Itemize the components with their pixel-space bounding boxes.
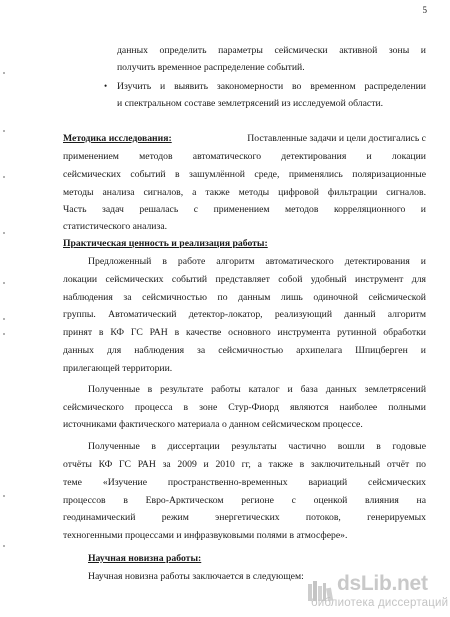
margin-mark bbox=[3, 176, 5, 178]
text-line: источниками фактического материала о данном сейсмическом процессе. bbox=[63, 419, 363, 430]
section-first-line bbox=[63, 133, 426, 145]
text-line: сейсмического процесса в зоне Стур-Фиорд являются наиболее полными bbox=[63, 402, 426, 413]
text-line: Научная новизна работы заключается в следующем: bbox=[88, 571, 304, 582]
margin-mark bbox=[3, 72, 5, 74]
section-heading-practical: Практическая ценность и реализация работы: bbox=[63, 238, 268, 249]
text-line: Поставленные задачи и цели достигались с bbox=[247, 133, 426, 144]
bullet-icon: • bbox=[104, 81, 108, 91]
margin-mark bbox=[3, 495, 5, 497]
text-line: геодинамический режим энергетических потоков, генерируемых bbox=[63, 512, 426, 523]
text-line: Предложенный в работе алгоритм автоматического детектирования и bbox=[88, 256, 426, 267]
watermark-logo: dsLib.net bbox=[337, 572, 428, 595]
text-line: применением методов автоматического детектирования и локации bbox=[63, 151, 426, 162]
section-heading-methods: Методика исследования: bbox=[63, 133, 172, 144]
margin-mark bbox=[3, 333, 5, 335]
margin-mark bbox=[3, 130, 5, 132]
margin-mark bbox=[3, 318, 5, 320]
margin-mark bbox=[3, 545, 5, 547]
text-line: Полученные в диссертации результаты частично вошли в годовые bbox=[88, 441, 426, 452]
watermark-subtitle: библиотека диссертаций bbox=[311, 597, 449, 609]
text-line: процессов в Евро-Арктическом регионе с оценкой влияния на bbox=[63, 495, 426, 506]
text-line: данных определить параметры сейсмически активной зоны и bbox=[117, 45, 426, 56]
watermark bbox=[305, 572, 450, 617]
text-line: техногенными процессами и инфразвуковыми полями в атмосфере». bbox=[63, 530, 348, 541]
text-line: Изучить и выявить закономерности во временном распределении bbox=[117, 81, 426, 92]
text-line: локации сейсмических событий представляет собой удобный инструмент для bbox=[63, 274, 426, 285]
page-number: 5 bbox=[422, 5, 427, 15]
text-line: данных для наблюдения за сейсмичностью архипелага Шпицберген и bbox=[63, 345, 426, 356]
text-line: методы анализа сигналов, а также методы цифровой фильтрации сигналов. bbox=[63, 187, 426, 198]
text-line: статистического анализа. bbox=[63, 221, 168, 232]
text-line: Полученные в результате работы каталог и база данных землетрясений bbox=[88, 384, 426, 395]
text-line: и спектральном составе землетрясений из исследуемой области. bbox=[117, 98, 384, 109]
text-line: отчёты КФ ГС РАН за 2009 и 2010 гг, а также в заключительный отчёт по bbox=[63, 459, 426, 470]
text-line: наблюдения за сейсмичностью по данным лишь одиночной сейсмической bbox=[63, 292, 426, 303]
text-line: прилегающей территории. bbox=[63, 363, 173, 374]
text-line: Часть задач решалась с применением методов корреляционного и bbox=[63, 204, 426, 215]
margin-mark bbox=[3, 282, 5, 284]
text-line: принят в КФ ГС РАН в качестве основного инструмента рутинной обработки bbox=[63, 327, 426, 338]
margin-mark bbox=[3, 232, 5, 234]
text-line: получить временное распределение событий. bbox=[117, 62, 305, 73]
text-line: группы. Автоматический детектор-локатор, реализующий данный алгоритм bbox=[63, 309, 426, 320]
section-heading-novelty: Научная новизна работы: bbox=[88, 553, 202, 564]
text-line: теме «Изучение пространственно-временных вариаций сейсмических bbox=[63, 477, 426, 488]
text-line: сейсмических событий в зашумлённой среде, применялись поляризационные bbox=[63, 169, 426, 180]
